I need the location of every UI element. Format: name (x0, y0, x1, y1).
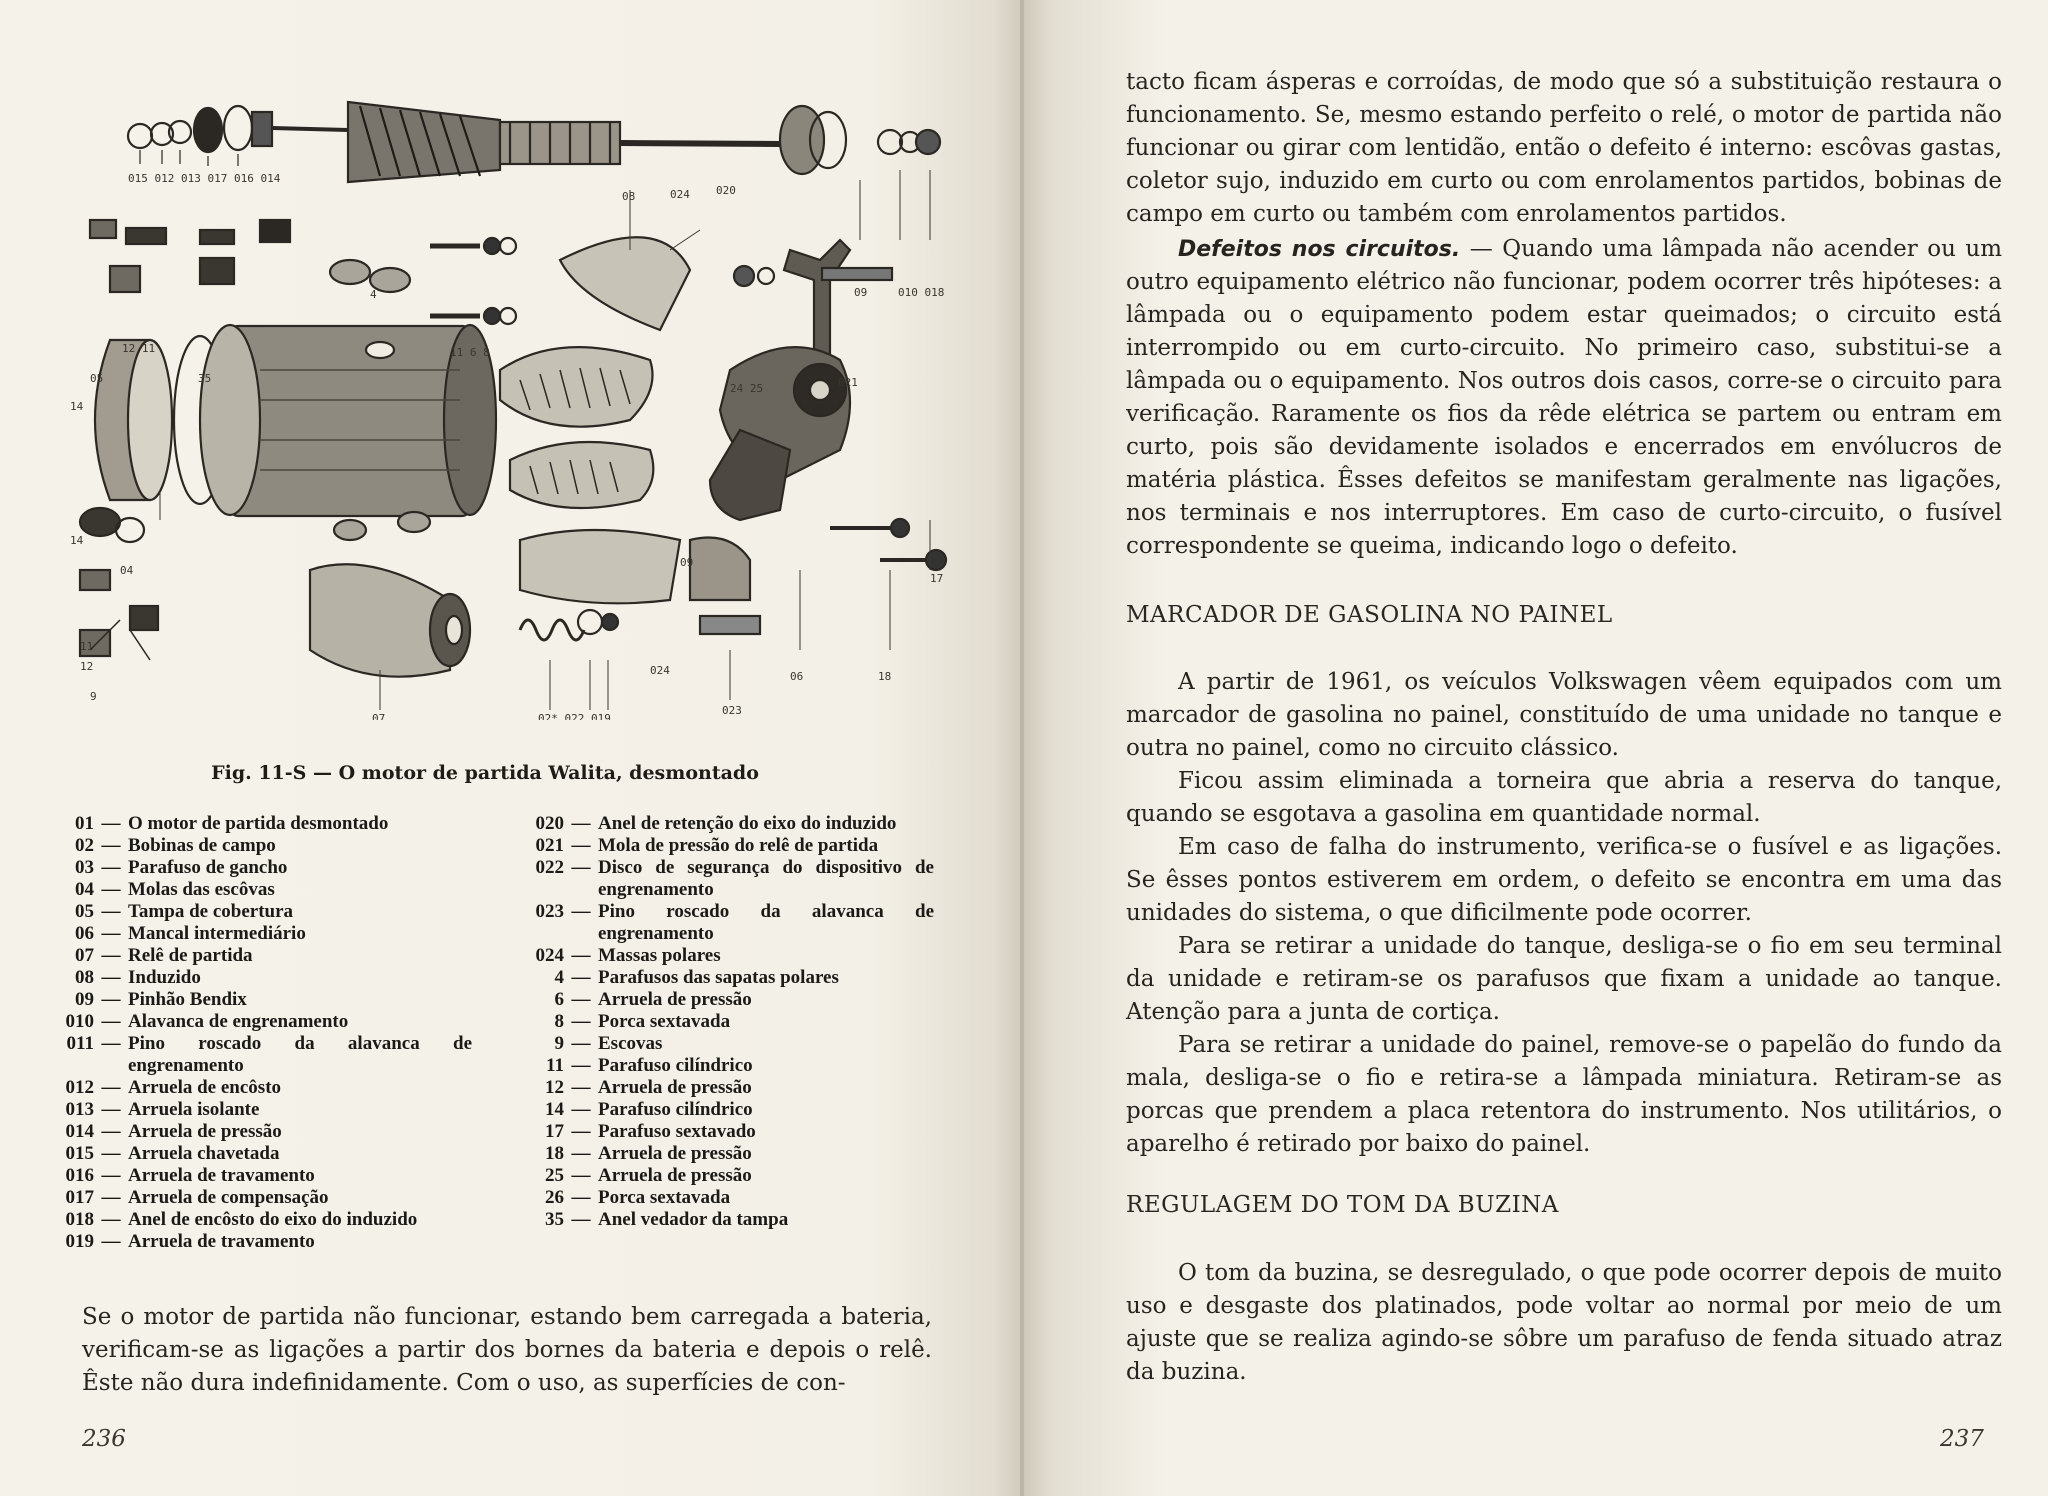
parts-list-item (522, 967, 934, 989)
paragraph-marcador-1: A partir de 1961, os veículos Volkswagen vêem equipados com um marcador de gasolina no painel, constituído de uma unidade no tanque e outra no painel, como no circuito clássico. (1126, 669, 2002, 761)
part-description: Arruela chavetada (128, 1143, 280, 1164)
part-number: 18 (545, 1143, 564, 1164)
part-description: Massas polares (598, 945, 721, 966)
parts-list-item (522, 1033, 934, 1055)
part-number: 08 (75, 967, 94, 988)
parts-list-item (52, 1033, 472, 1077)
part-number: 26 (545, 1187, 564, 1208)
part-number: 013 (65, 1099, 94, 1120)
parts-list-item (522, 1011, 934, 1033)
parts-list-item (52, 1209, 472, 1231)
part-dash: — (571, 1099, 591, 1120)
part-dash: — (571, 835, 591, 856)
parts-list-item (52, 1011, 472, 1033)
part-number: 020 (535, 813, 564, 834)
svg-text:11: 11 (80, 640, 94, 653)
part-description: Escovas (598, 1033, 663, 1054)
parts-list-item (522, 1165, 934, 1187)
svg-text:07: 07 (372, 712, 386, 720)
parts-list-item (52, 1099, 472, 1121)
svg-text:17: 17 (930, 572, 944, 585)
part-dash: — (571, 967, 591, 988)
parts-list-item (522, 989, 934, 1011)
part-dash: — (571, 857, 591, 878)
part-dash: — (101, 923, 121, 944)
part-dash: — (571, 945, 591, 966)
parts-list-item (52, 835, 472, 857)
svg-text:12 11: 12 11 (122, 342, 156, 355)
left-body-paragraph: Se o motor de partida não funcionar, estando bem carregada a bateria, verificam-se as ligações a partir dos bornes da bateria e depois o relê. Êste não dura indefinidamente. Com o uso, as superfícies de con- (82, 1304, 932, 1396)
parts-list-item (52, 1165, 472, 1187)
part-description: Parafuso cilíndrico (598, 1055, 753, 1076)
part-dash: — (101, 1143, 121, 1164)
parts-list-item (522, 1209, 934, 1231)
parts-list-item (522, 1121, 934, 1143)
part-description: Parafuso de gancho (128, 857, 288, 878)
part-number: 011 (66, 1033, 94, 1054)
parts-list-item (522, 813, 934, 835)
part-description: O motor de partida desmontado (128, 813, 389, 834)
part-dash: — (101, 1121, 121, 1142)
part-description: Porca sextavada (598, 1011, 731, 1032)
part-description: Parafuso sextavado (598, 1121, 756, 1142)
part-dash: — (101, 1209, 121, 1230)
parts-list-column-1 (52, 813, 472, 1253)
part-description: Molas das escôvas (128, 879, 275, 900)
parts-list-item (522, 1143, 934, 1165)
part-dash: — (101, 879, 121, 900)
svg-text:12: 12 (80, 660, 94, 673)
svg-text:06: 06 (790, 670, 804, 683)
part-dash: — (101, 813, 121, 834)
parts-list-item (522, 901, 934, 945)
parts-list-item (52, 1121, 472, 1143)
page-number-left: 236 (82, 1426, 126, 1452)
paragraph-defeitos (1126, 233, 2002, 563)
parts-list-item (52, 1143, 472, 1165)
parts-list-item (52, 1077, 472, 1099)
part-description: Anel vedador da tampa (598, 1209, 789, 1230)
part-description: Pinhão Bendix (128, 989, 247, 1010)
svg-text:02* 022 019: 02* 022 019 (538, 712, 611, 720)
paragraph-marcador-2: Ficou assim eliminada a torneira que abria a reserva do tanque, quando se esgotava a gasolina em quantidade normal. (1126, 768, 2002, 827)
part-dash: — (101, 1165, 121, 1186)
part-number: 012 (65, 1077, 94, 1098)
parts-list-item (522, 1077, 934, 1099)
svg-text:11 6 8: 11 6 8 (450, 346, 490, 359)
right-text-buzina (1126, 1257, 2002, 1389)
parts-list-item (522, 857, 934, 901)
parts-list-item (522, 1187, 934, 1209)
part-description: Anel de encôsto do eixo do induzido (128, 1209, 418, 1230)
paragraph-defeitos-text: — Quando uma lâmpada não acender ou um outro equipamento elétrico não funcionar, podem ocorrer três hipóteses: a lâmpada ou o equipamento podem estar queimados; o circuito está interrompido ou em curto-circuito. No primeiro caso, substitui-se a lâmpada ou o equipamento. Nos outros dois casos, corre-se o circuito para verificação. Raramente os fios da rêde elétrica se partem ou entram em curto, pois são devidamente isolados e encerrados em envólucros de matéria plástica. Êsses defeitos se manifestam geralmente nas ligações, nos terminais e nos interruptores. Em caso de curto-circuito, o fusível correspondente se queima, indicando logo o defeito. (1126, 236, 2003, 559)
parts-list-item (52, 813, 472, 835)
paragraph-buzina: O tom da buzina, se desregulado, o que pode ocorrer depois de muito uso e desgaste dos platinados, pode voltar ao normal por meio de um ajuste que se realiza agindo-se sôbre um parafuso de fenda situado atraz da buzina. (1126, 1260, 2002, 1385)
svg-text:015 012 013 017 016 014: 015 012 013 017 016 014 (128, 172, 281, 185)
part-description: Bobinas de campo (128, 835, 276, 856)
svg-text:14: 14 (70, 400, 84, 413)
part-number: 015 (65, 1143, 94, 1164)
part-dash: — (101, 1231, 121, 1252)
part-dash: — (101, 1077, 121, 1098)
svg-text:021: 021 (838, 376, 858, 389)
parts-list-item (522, 835, 934, 857)
part-description: Relê de partida (128, 945, 253, 966)
part-number: 09 (75, 989, 94, 1010)
part-dash: — (571, 1209, 591, 1230)
part-dash: — (101, 857, 121, 878)
part-number: 021 (535, 835, 564, 856)
part-dash: — (571, 1077, 591, 1098)
part-description: Arruela de pressão (598, 1077, 752, 1098)
part-number: 11 (546, 1055, 564, 1076)
part-number: 25 (545, 1165, 564, 1186)
part-number: 17 (545, 1121, 564, 1142)
part-description: Disco de segurança do dispositivo de engrenamento (598, 857, 934, 900)
part-description: Induzido (128, 967, 201, 988)
part-description: Arruela isolante (128, 1099, 260, 1120)
svg-text:18: 18 (878, 670, 892, 683)
paragraph-lead-title: Defeitos nos circuitos. (1178, 237, 1461, 262)
part-number: 35 (545, 1209, 564, 1230)
parts-list-item (52, 989, 472, 1011)
part-description: Pino roscado da alavanca de engrenamento (598, 901, 934, 944)
right-text-top (1126, 66, 2002, 563)
svg-text:08: 08 (622, 190, 636, 203)
heading-marcador: MARCADOR DE GASOLINA NO PAINEL (1126, 602, 1613, 628)
parts-list-item (52, 945, 472, 967)
part-number: 023 (535, 901, 564, 922)
svg-text:35: 35 (198, 372, 212, 385)
svg-text:05: 05 (90, 372, 104, 385)
part-description: Parafusos das sapatas polares (598, 967, 839, 988)
part-dash: — (571, 1011, 591, 1032)
part-dash: — (571, 1143, 591, 1164)
part-number: 04 (75, 879, 94, 900)
part-dash: — (101, 1187, 121, 1208)
part-description: Mancal intermediário (128, 923, 306, 944)
part-number: 02 (75, 835, 94, 856)
part-dash: — (571, 1121, 591, 1142)
part-number: 4 (554, 967, 564, 988)
part-number: 06 (75, 923, 94, 944)
part-dash: — (101, 945, 121, 966)
part-description: Arruela de pressão (598, 1165, 752, 1186)
part-description: Arruela de pressão (598, 1143, 752, 1164)
part-description: Arruela de compensação (128, 1187, 329, 1208)
paragraph-marcador-5: Para se retirar a unidade do painel, remove-se o papelão do fundo da mala, desliga-se o fio e retira-se a lâmpada miniatura. Retiram-se as porcas que prendem a placa retentora do instrumento. Nos utilitários, o aparelho é retirado por baixo do painel. (1126, 1032, 2002, 1157)
part-dash: — (571, 1165, 591, 1186)
part-number: 017 (65, 1187, 94, 1208)
svg-text:04: 04 (120, 564, 134, 577)
parts-list-item (52, 857, 472, 879)
part-number: 07 (75, 945, 94, 966)
part-number: 019 (65, 1231, 94, 1252)
part-number: 14 (545, 1099, 564, 1120)
part-dash: — (101, 1011, 121, 1032)
part-number: 014 (65, 1121, 94, 1142)
part-dash: — (571, 813, 591, 834)
part-number: 8 (554, 1011, 564, 1032)
exploded-view-illustration (30, 70, 950, 720)
part-number: 01 (75, 813, 94, 834)
svg-text:023: 023 (722, 704, 742, 717)
part-number: 010 (65, 1011, 94, 1032)
part-description: Arruela de pressão (128, 1121, 282, 1142)
heading-buzina: REGULAGEM DO TOM DA BUZINA (1126, 1192, 1559, 1218)
part-description: Arruela de pressão (598, 989, 752, 1010)
part-description: Arruela de travamento (128, 1231, 315, 1252)
svg-text:14: 14 (70, 534, 84, 547)
part-number: 6 (554, 989, 564, 1010)
part-description: Porca sextavada (598, 1187, 731, 1208)
part-dash: — (101, 835, 121, 856)
svg-text:24 25: 24 25 (730, 382, 764, 395)
part-dash: — (101, 989, 121, 1010)
svg-text:024: 024 (650, 664, 670, 677)
part-dash: — (101, 1033, 121, 1054)
part-number: 9 (554, 1033, 564, 1054)
part-description: Arruela de encôsto (128, 1077, 282, 1098)
part-number: 018 (65, 1209, 94, 1230)
right-text-marcador (1126, 666, 2002, 1161)
part-description: Tampa de cobertura (128, 901, 294, 922)
parts-list-item (522, 1099, 934, 1121)
svg-text:010 018: 010 018 (898, 286, 945, 299)
svg-text:024: 024 (670, 188, 690, 201)
part-dash: — (101, 1099, 121, 1120)
part-dash: — (571, 1187, 591, 1208)
parts-list-item (52, 1231, 472, 1253)
parts-list-item (52, 1187, 472, 1209)
part-description: Parafuso cilíndrico (598, 1099, 753, 1120)
part-number: 024 (535, 945, 564, 966)
part-number: 03 (75, 857, 94, 878)
paragraph-marcador-3: Em caso de falha do instrumento, verifica-se o fusível e as ligações. Se êsses pontos estiverem em ordem, o defeito se encontra em uma das unidades do sistema, o que dificilmente pode ocorrer. (1126, 834, 2002, 926)
part-dash: — (571, 1033, 591, 1054)
page-number-right: 237 (1940, 1426, 1984, 1452)
svg-text:09: 09 (854, 286, 868, 299)
part-description: Alavanca de engrenamento (128, 1011, 349, 1032)
part-dash: — (571, 901, 591, 922)
svg-text:020: 020 (716, 184, 736, 197)
part-015 (128, 124, 152, 148)
parts-list-item (522, 945, 934, 967)
starter-motor-exploded-diagram (30, 70, 950, 720)
parts-list-item (52, 923, 472, 945)
figure-caption: Fig. 11-S — O motor de partida Walita, desmontado (211, 762, 759, 784)
paragraph-continuation: tacto ficam ásperas e corroídas, de modo que só a substituição restaura o funcionamento. Se, mesmo estando perfeito o relé, o motor de partida não funcionar ou girar com lentidão, então o defeito é interno: escôvas gastas, coletor sujo, induzido em curto ou com enrolamentos partidos, bobinas de campo em curto ou também com enrolamentos partidos. (1126, 69, 2002, 227)
parts-list-item (522, 1055, 934, 1077)
part-number: 12 (545, 1077, 564, 1098)
part-number: 016 (65, 1165, 94, 1186)
parts-list-item (52, 879, 472, 901)
svg-text:9: 9 (90, 690, 97, 703)
parts-list-item (52, 967, 472, 989)
parts-list-column-2 (522, 813, 934, 1231)
part-dash: — (571, 1055, 591, 1076)
part-description: Arruela de travamento (128, 1165, 315, 1186)
svg-text:4: 4 (370, 288, 377, 301)
part-description: Mola de pressão do relê de partida (598, 835, 879, 856)
part-dash: — (101, 967, 121, 988)
part-description: Pino roscado da alavanca de engrenamento (128, 1033, 472, 1076)
part-number: 022 (535, 857, 564, 878)
part-description: Anel de retenção do eixo do induzido (598, 813, 897, 834)
svg-text:09: 09 (680, 556, 694, 569)
paragraph-marcador-4: Para se retirar a unidade do tanque, desliga-se o fio em seu terminal da unidade e retiram-se os parafusos que fixam a unidade ao tanque. Atenção para a junta de cortiça. (1126, 933, 2002, 1025)
part-dash: — (101, 901, 121, 922)
part-dash: — (571, 989, 591, 1010)
parts-list-item (52, 901, 472, 923)
part-number: 05 (75, 901, 94, 922)
